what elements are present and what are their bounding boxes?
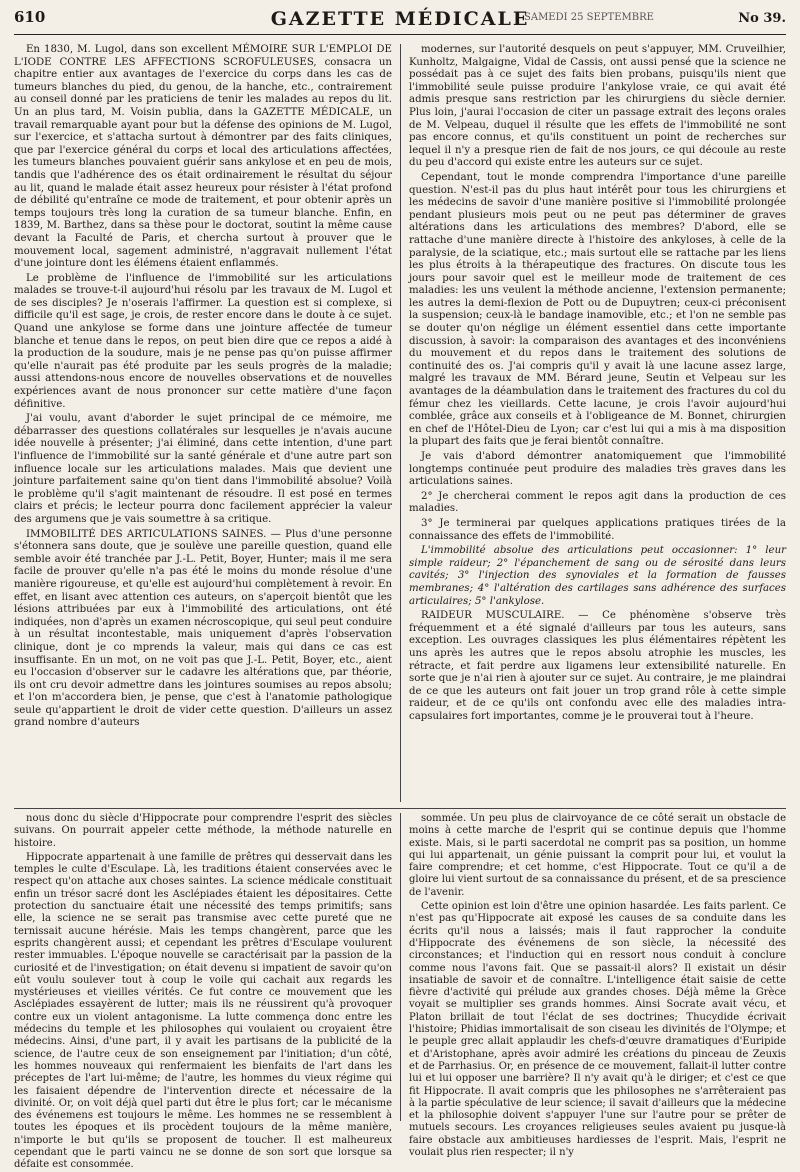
page-header — [14, 8, 786, 35]
feuilleton-column-right — [400, 813, 786, 1159]
paragraph: modernes, sur l'autorité desquels on peut s'appuyer, MM. Cruveilhier, Kunholtz, Malgaigne, Vidal de Cassis, ont aussi pensé que la science ne possédait pas à ce sujet des faits bien probans, puisqu'ils nient que l'immobilité seule puisse produire l'ankylose vraie, ce qui avait été admis presque sans restriction par les chirurgiens du siècle dernier. Plus loin, j'aurai l'occasion de citer un passage extrait des leçons orales de M. Velpeau, duquel il résulte que les effets de l'immobilité ne sont pas encore connus, et qu'ils constituent un point de recherches sur lequel il n'y a presque rien de fait de nos jours, ce qui découle au reste du peu d'accord qui existe entre les auteurs sur ce sujet. — [409, 44, 786, 169]
journal-title: GAZETTE MÉDICALE — [270, 8, 530, 30]
page-number: 610 — [14, 8, 46, 26]
paragraph: En 1830, M. Lugol, dans son excellent MÉMOIRE SUR L'EMPLOI DE L'IODE CONTRE LES AFFECTIONS SCROFULEUSES, consacra un chapitre entier aux avantages de l'exercice du corps dans les cas de tumeurs blanches du pied, du genou, de la hanche, etc., contrairement au conseil donné par les praticiens de tenir les malades au repos du lit. Un an plus tard, M. Voisin publia, dans la GAZETTE MÉDICALE, un travail remarquable ayant pour but la défense des opinions de M. Lugol, sur l'exercice, et s'attacha surtout à démontrer par des faits cliniques, que par l'exercice général du corps et local des articulations affectées, les tumeurs blanches pouvaient guérir sans ankylose et en peu de mois, tandis que l'adhérence des os était ordinairement le résultat du séjour au lit, quand le malade était assez heureux pour résister à l'état profond de débilité qu'entraîne ce mode de traitement, et pour obtenir après un temps toujours très long la curation de sa tumeur blanche. Enfin, en 1839, M. Barthez, dans sa thèse pour le doctorat, soutint la même cause devant la Faculté de Paris, et chercha surtout à prouver que le mouvement local, sagement administré, n'aggravait nullement l'état d'une jointure dont les élémens étaient enflammés. — [14, 44, 392, 270]
article-column-left — [14, 44, 400, 802]
paragraph: RAIDEUR MUSCULAIRE. — Ce phénomène s'observe très fréquemment et a été signalé d'ailleurs par tous les auteurs, sans exception. Les ouvrages classiques les plus élémentaires répètent les uns après les autres que le repos absolu atrophie les muscles, les rétracte, et fait perdre aux ligamens leur extensibilité naturelle. En sorte que je n'ai rien à ajouter sur ce sujet. Au contraire, je me plaindrai de ce que les auteurs ont fait jouer un trop grand rôle à cette simple raideur, et de ce qu'ils ont confondu avec elle des maladies intra-capsulaires fort importantes, comme je le prouverai tout à l'heure. — [409, 610, 786, 722]
paragraph: Cependant, tout le monde comprendra l'importance d'une pareille question. N'est-il pas du plus haut intérêt pour tous les chirurgiens et les médecins de savoir d'une manière positive si l'immobilité prolongée pendant plusieurs mois peut ou ne peut pas déterminer de graves altérations dans les articulations des membres? D'abord, elle se rattache d'une manière directe à l'histoire des ankyloses, à celle de la paralysie, de la sciatique, etc.; mais surtout elle se rattache par les liens les plus étroits à la thérapeutique des fractures. On discute tous les jours pour savoir quel est le meilleur mode de traitement de ces maladies: les uns veulent la méthode ancienne, l'extension permanente; les autres la demi-flexion de Pott ou de Dupuytren; ceux-ci préconisent la suspension; ceux-là le bandage inamovible, etc.; et l'on ne semble pas se douter qu'on néglige un élément essentiel dans cette importante discussion, à savoir: la comparaison des avantages et des inconvéniens du mouvement et du repos dans le traitement des solutions de continuité des os. J'ai compris qu'il y avait là une lacune assez large, malgré les travaux de MM. Bérard jeune, Seutin et Velpeau sur les avantages de la déambulation dans le traitement des fractures du col du fémur chez les vieillards. Cette lacune, je crois l'avoir aujourd'hui comblée, grâce aux conseils et à l'obligeance de M. Bonnet, chirurgien en chef de l'Hôtel-Dieu de Lyon; car c'est lui qui a mis à ma disposition la plupart des faits que je ferai bientôt connaître. — [409, 171, 786, 448]
article-section — [14, 44, 786, 802]
paragraph: L'immobilité absolue des articulations peut occasionner: 1° leur simple raideur; 2° l'épanchement de sang ou de sérosité dans leurs cavités; 3° l'injection des synoviales et la formation de fausses membranes; 4° l'altération des cartilages sans adhérence des surfaces articulaires; 5° l'ankylose. — [409, 545, 786, 607]
feuilleton-section — [14, 808, 786, 1171]
paragraph: nous donc du siècle d'Hippocrate pour comprendre l'esprit des siècles suivans. On pourrait appeler cette méthode, la méthode naturelle en histoire. — [14, 813, 392, 849]
paragraph: Hippocrate appartenait à une famille de prêtres qui desservait dans les temples le culte d'Esculape. Là, les traditions étaient conservées avec le respect qu'on attache aux choses saintes. La science médicale constituait enfin un trésor sacré dont les Asclépiades étaient les dépositaires. Cette protection du sanctuaire était une nécessité des temps primitifs; sans elle, la science ne se serait pas transmise avec cette pureté que ne ternissait aucune hérésie. Mais les temps changèrent, parce que les esprits changèrent aussi; et cependant les prêtres d'Esculape voulurent rester immuables. L'époque nouvelle se caractérisait par la passion de la curiosité et de l'investigation; on était devenu si impatient de savoir qu'on eût voulu soulever tout à coup le voile qui cachait aux regards les mystérieuses et vieilles vérités. Ce fut contre ce mouvement que les Asclépiades essayèrent de lutter; mais ils ne réussirent qu'à provoquer contre eux un violent antagonisme. La lutte commença donc entre les médecins du temple et les philosophes qui voulaient ou croyaient être médecins. Ainsi, d'une part, il y avait les partisans de la publicité de la science, de l'autre ceux de son enseignement par l'initiation; d'un côté, les hommes nouveaux qui renfermaient les bienfaits de l'art dans les préceptes de l'art lui-même; de l'autre, les hommes du vieux régime qui les faisaient dépendre de l'intervention directe et nécessaire de la divinité. Or, on voit déjà quel parti dut être le plus fort; car le mécanisme des événemens est toujours le même. Les hommes ne se ressemblent à toutes les époques et ils procèdent toujours de la même manière, n'importe le but qu'ils se proposent de toucher. Il est malheureux cependant que le parti vaincu ne se donne de son sort que lorsque sa défaite est consommée. — [14, 851, 392, 1171]
paragraph: sommée. Un peu plus de clairvoyance de ce côté serait un obstacle de moins à cette marche de l'esprit qui se continue depuis que l'homme existe. Mais, si le parti sacerdotal ne comprit pas sa position, un homme qui lui appartenait, un génie puissant la comprit pour lui, et voulut la faire comprendre; et cet homme, c'est Hippocrate. Tout ce qu'il a de gloire lui vient surtout de sa connaissance du présent, et de sa prescience de l'avenir. — [409, 813, 786, 898]
paragraph: 3° Je terminerai par quelques applications pratiques tirées de la connaissance des effets de l'immobilité. — [409, 517, 786, 542]
paragraph: Je vais d'abord démontrer anatomiquement que l'immobilité longtemps continuée peut produire des maladies très graves dans les articulations saines. — [409, 451, 786, 488]
paragraph: J'ai voulu, avant d'aborder le sujet principal de ce mémoire, me débarrasser des questions collatérales sur lesquelles je n'avais aucune idée nouvelle à présenter; j'ai éliminé, dans cette intention, d'une part l'influence de l'immobilité sur la santé générale et d'une autre part son influence locale sur les articulations malades. Mais que devient une jointure parfaitement saine qu'on tient dans l'immobilité absolue? Voilà le problème qu'il s'agit maintenant de résoudre. Il est posé en termes clairs et précis; le lecteur pourra donc facilement apprécier la valeur des argumens que je vais soumettre à sa critique. — [14, 413, 392, 525]
paragraph: 2° Je chercherai comment le repos agit dans la production de ces maladies. — [409, 490, 786, 515]
paragraph: Cette opinion est loin d'être une opinion hasardée. Les faits parlent. Ce n'est pas qu'Hippocrate ait exposé les causes de sa conduite dans les écrits qu'il nous a laissés; mais il faut rapprocher la conduite d'Hippocrate des événemens de son siècle, la nécessité des circonstances; et l'induction qui en ressort nous conduit à conclure comme nous l'avons fait. Que se passait-il alors? Il existait un désir insatiable de savoir et de connaître. L'intelligence était saisie de cette fièvre d'activité qui prélude aux grandes choses. Déjà même la Grèce voyait se multiplier ses grands hommes. Ainsi Socrate avait vécu, et Platon brillait de tout l'éclat de ses doctrines; Thucydide écrivait l'histoire; Phidias immortalisait de son ciseau les divinités de l'Olympe; et le peuple grec allait applaudir les chefs-d'œuvre dramatiques d'Euripide et d'Aristophane, après avoir admiré les créations du pinceau de Zeuxis et de Parrhasius. Or, en présence de ce mouvement, fallait-il lutter contre lui et lui opposer une barrière? Il n'y avait qu'à le diriger; et c'est ce que fit Hippocrate. Il avait compris que les philosophes ne s'arrêteraient pas à la partie spéculative de leur science; il savait d'ailleurs que la médecine et la philosophie doivent s'appuyer l'une sur l'autre pour se prêter de mutuels secours. Les croyances religieuses seules avaient pu jusque-là faire obstacle aux ambitieuses hardiesses de l'esprit. Mais, l'esprit ne voulait plus rien respecter; il n'y — [409, 901, 786, 1159]
issue-date: SAMEDI 25 SEPTEMBRE — [524, 12, 654, 23]
paragraph: Le problème de l'influence de l'immobilité sur les articulations malades se trouve-t-il aujourd'hui résolu par les travaux de M. Lugol et de ses disciples? Je n'oserais l'affirmer. La question est si complexe, si difficile qu'il est sage, je crois, de rester encore dans le doute à ce sujet. Quand une ankylose se forme dans une jointure affectée de tumeur blanche et tenue dans le repos, on peut bien dire que ce repos a aidé à la production de la soudure, mais je ne pense pas qu'on puisse affirmer qu'elle n'aurait pas été produite par les seuls progrès de la maladie; aussi attendons-nous encore de nouvelles observations et de nouvelles expériences avant de nous prononcer sur cette matière d'une façon définitive. — [14, 272, 392, 410]
article-column-right — [400, 44, 786, 802]
paragraph: IMMOBILITÉ DES ARTICULATIONS SAINES. — Plus d'une personne s'étonnera sans doute, que je soulève une pareille question, quand elle semble avoir été tranchée par J.-L. Petit, Boyer, Hunter; mais il me sera facile de prouver qu'elle n'a pas été le moins du monde résolue d'une manière rigoureuse, et qu'elle est aujourd'hui complètement à revoir. En effet, en lisant avec attention ces auteurs, on s'aperçoit bientôt que les lésions attribuées par eux à l'immobilité des articulations, ont été indiquées, non d'après un examen nécroscopique, qui seul peut conduire à un résultat incontestable, mais uniquement d'après l'observation clinique, dont je co mprends la valeur, mais qui dans ce cas est insuffisante. En un mot, on ne voit pas que J.-L. Petit, Boyer, etc., aient eu l'occasion d'observer sur le cadavre les altérations que, par théorie, ils ont cru devoir admettre dans les jointures soumises au repos absolu; et l'on m'accordera bien, je pense, que c'est à l'anatomie pathologique seule qu'appartient le droit de vider cette question. D'ailleurs un assez grand nombre d'auteurs — [14, 528, 392, 729]
issue-number: No 39. — [738, 11, 786, 26]
feuilleton-column-left — [14, 813, 400, 1171]
